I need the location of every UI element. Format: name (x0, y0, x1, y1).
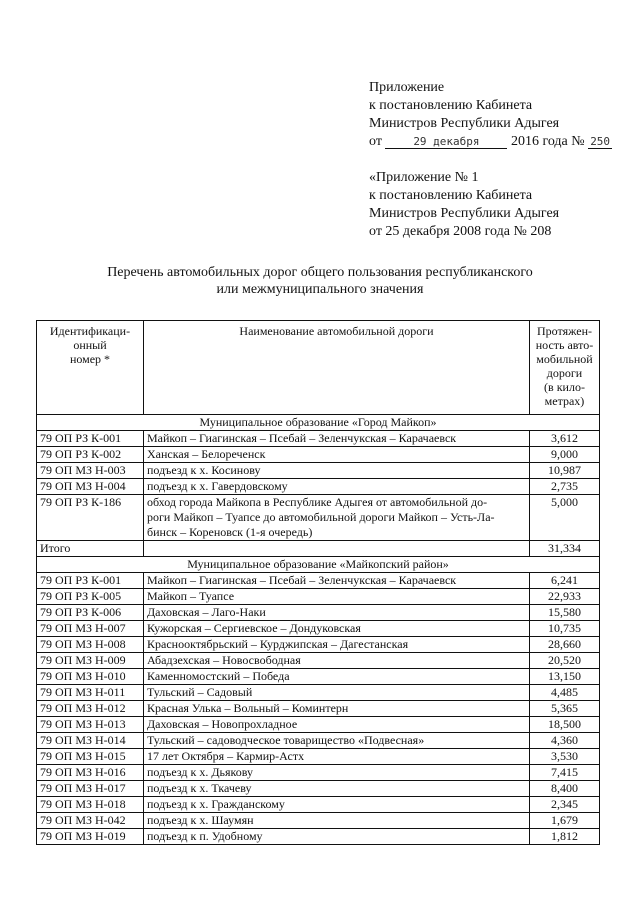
road-id: 79 ОП МЗ Н-009 (37, 653, 144, 669)
from-word: от (369, 134, 382, 149)
section-title: Муниципальное образование «Майкопский район» (37, 557, 600, 573)
table-row (37, 829, 600, 845)
road-length: 28,660 (530, 637, 600, 653)
road-name: Даховская – Лаго-Наки (144, 605, 530, 621)
road-id: 79 ОП РЗ К-006 (37, 605, 144, 621)
road-name: Майкоп – Гиагинская – Псебай – Зеленчукская – Карачаевск (144, 573, 530, 589)
cabinet-name-2: Министров Республики Адыгея (369, 206, 560, 221)
road-id: 79 ОП МЗ Н-012 (37, 701, 144, 717)
road-name: подъезд к х. Гавердовскому (144, 479, 530, 495)
road-length: 2,345 (530, 797, 600, 813)
table-row (37, 765, 600, 781)
appendix-header (369, 79, 612, 151)
road-length: 18,500 (530, 717, 600, 733)
table-row (37, 605, 600, 621)
road-name: Даховская – Новопрохладное (144, 717, 530, 733)
road-name: подъезд к х. Ткачеву (144, 781, 530, 797)
road-id: 79 ОП МЗ Н-011 (37, 685, 144, 701)
road-id: 79 ОП МЗ Н-016 (37, 765, 144, 781)
road-id: 79 ОП РЗ К-001 (37, 573, 144, 589)
road-id: 79 ОП МЗ Н-004 (37, 479, 144, 495)
road-length: 2,735 (530, 479, 600, 495)
road-length: 10,735 (530, 621, 600, 637)
resolution-ref-2: к постановлению Кабинета (369, 188, 533, 203)
section-row (37, 415, 600, 431)
road-id: 79 ОП МЗ Н-015 (37, 749, 144, 765)
table-row (37, 589, 600, 605)
table-row (37, 621, 600, 637)
road-length: 3,612 (530, 431, 600, 447)
road-id: 79 ОП МЗ Н-014 (37, 733, 144, 749)
table-row (37, 749, 600, 765)
road-length: 20,520 (530, 653, 600, 669)
table-row (37, 701, 600, 717)
section-row (37, 557, 600, 573)
handwritten-date: 29 декабря (385, 135, 507, 149)
road-length: 5,365 (530, 701, 600, 717)
road-id: 79 ОП МЗ Н-017 (37, 781, 144, 797)
table-row (37, 431, 600, 447)
table-row (37, 637, 600, 653)
road-length: 8,400 (530, 781, 600, 797)
original-appendix-header (369, 169, 559, 241)
document-title (0, 264, 640, 298)
road-id: 79 ОП РЗ К-186 (37, 495, 144, 541)
resolution-ref: к постановлению Кабинета (369, 98, 533, 113)
road-length: 7,415 (530, 765, 600, 781)
road-name: Тульский – Садовый (144, 685, 530, 701)
district-rows (37, 573, 600, 845)
road-id: 79 ОП МЗ Н-007 (37, 621, 144, 637)
appendix1-label: «Приложение № 1 (369, 170, 479, 185)
road-name: Майкоп – Гиагинская – Псебай – Зеленчукская – Карачаевск (144, 431, 530, 447)
table-row (37, 685, 600, 701)
road-length: 15,580 (530, 605, 600, 621)
original-date-line: от 25 декабря 2008 года № 208 (369, 224, 552, 239)
road-name: Ханская – Белореченск (144, 447, 530, 463)
road-id: 79 ОП РЗ К-005 (37, 589, 144, 605)
road-length: 13,150 (530, 669, 600, 685)
total-value: 31,334 (530, 541, 600, 557)
road-id: 79 ОП МЗ Н-042 (37, 813, 144, 829)
road-id: 79 ОП РЗ К-001 (37, 431, 144, 447)
road-name: подъезд к х. Шаумян (144, 813, 530, 829)
table-row (37, 653, 600, 669)
road-id: 79 ОП МЗ Н-019 (37, 829, 144, 845)
road-length: 3,530 (530, 749, 600, 765)
handwritten-number: 250 (588, 135, 612, 149)
table-row (37, 813, 600, 829)
road-name: Абадзехская – Новосвободная (144, 653, 530, 669)
road-length: 22,933 (530, 589, 600, 605)
header-id: Идентификаци- онный номер * (37, 321, 144, 415)
title-line-1: Перечень автомобильных дорог общего пользования республиканского (107, 265, 533, 280)
road-id: 79 ОП МЗ Н-010 (37, 669, 144, 685)
total-row (37, 541, 600, 557)
road-name: Кужорская – Сергиевское – Дондуковская (144, 621, 530, 637)
road-length: 5,000 (530, 495, 600, 541)
road-length: 1,812 (530, 829, 600, 845)
road-name: Тульский – садоводческое товарищество «Подвесная» (144, 733, 530, 749)
road-id: 79 ОП МЗ Н-013 (37, 717, 144, 733)
road-name: Красная Улька – Вольный – Коминтерн (144, 701, 530, 717)
year-text: 2016 года № (510, 134, 585, 149)
road-name: обход города Майкопа в Республике Адыгея от автомобильной до- роги Майкоп – Туапсе до автомобильной дороги Майкоп – Усть-Ла- бинск – Кореновск (1-я очередь) (144, 495, 530, 541)
road-length: 6,241 (530, 573, 600, 589)
table-row (37, 797, 600, 813)
table-row (37, 479, 600, 495)
road-length: 4,485 (530, 685, 600, 701)
total-label: Итого (37, 541, 144, 557)
appendix-label: Приложение (369, 80, 445, 95)
road-name: подъезд к х. Косинову (144, 463, 530, 479)
road-name: подъезд к х. Дьякову (144, 765, 530, 781)
road-name: Майкоп – Туапсе (144, 589, 530, 605)
road-id: 79 ОП МЗ Н-008 (37, 637, 144, 653)
table-row (37, 495, 600, 541)
title-line-2: или межмуниципального значения (216, 282, 424, 297)
table-row (37, 733, 600, 749)
header-length: Протяжен- ность авто- мобильной дороги (в кило- метрах) (530, 321, 600, 415)
date-line (369, 133, 612, 151)
road-name: подъезд к х. Гражданскому (144, 797, 530, 813)
road-name: Каменномостский – Победа (144, 669, 530, 685)
road-name: Краснооктябрьский – Курджипская – Дагестанская (144, 637, 530, 653)
road-name: 17 лет Октября – Кармир-Астх (144, 749, 530, 765)
road-length: 4,360 (530, 733, 600, 749)
total-empty (144, 541, 530, 557)
road-length: 9,000 (530, 447, 600, 463)
table-row (37, 669, 600, 685)
header-name: Наименование автомобильной дороги (144, 321, 530, 415)
table-row (37, 447, 600, 463)
table-row (37, 781, 600, 797)
table-row (37, 717, 600, 733)
table-header-row (37, 321, 600, 415)
section-title: Муниципальное образование «Город Майкоп» (37, 415, 600, 431)
roads-table (36, 320, 600, 845)
road-length: 1,679 (530, 813, 600, 829)
road-length: 10,987 (530, 463, 600, 479)
cabinet-name: Министров Республики Адыгея (369, 116, 560, 131)
road-id: 79 ОП МЗ Н-018 (37, 797, 144, 813)
table-row (37, 573, 600, 589)
road-name: подъезд к п. Удобному (144, 829, 530, 845)
road-id: 79 ОП МЗ Н-003 (37, 463, 144, 479)
road-id: 79 ОП РЗ К-002 (37, 447, 144, 463)
table-row (37, 463, 600, 479)
